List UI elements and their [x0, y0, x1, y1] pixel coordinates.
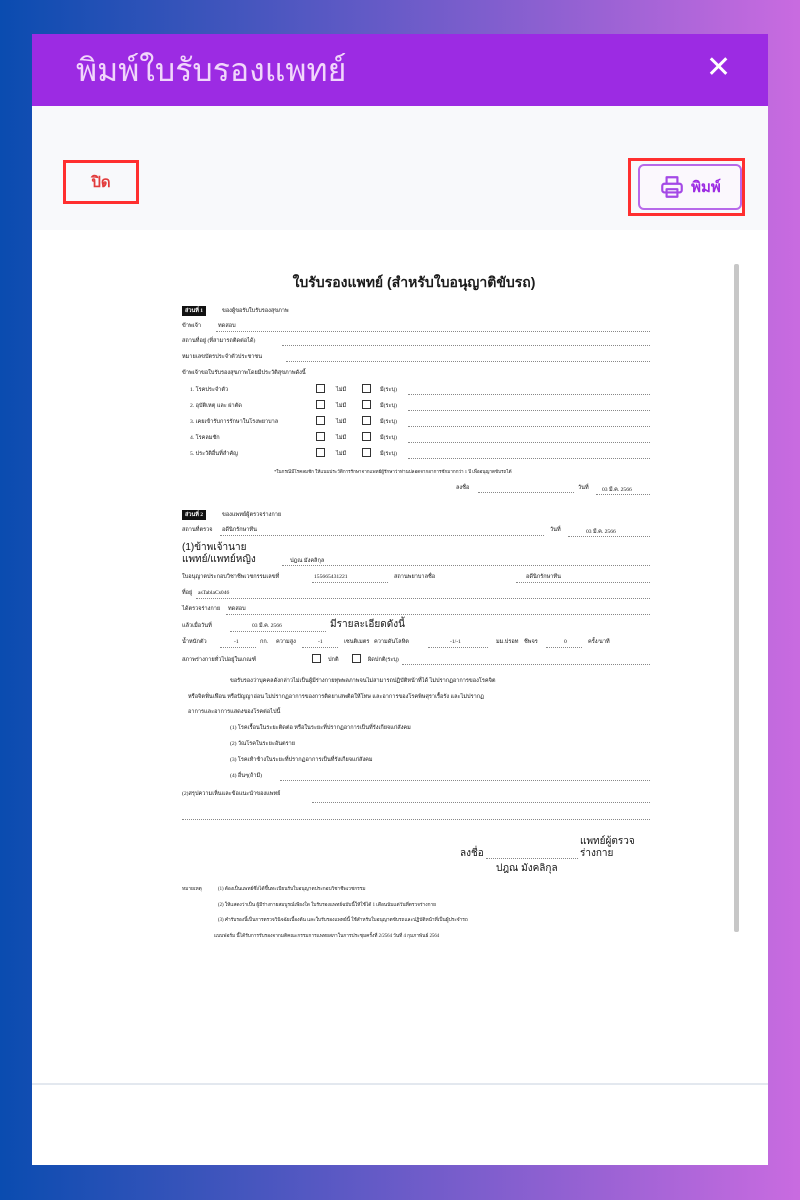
section2-badge: ส่วนที่ 2 — [182, 510, 206, 520]
doctor-address-label: ที่อยู่ — [182, 590, 193, 596]
applicant-sign-label: ลงชื่อ — [456, 485, 470, 491]
epilepsy-note: *ในกรณีมีโรคลมชัก ให้แนบประวัติการรักษาจากแพทย์ผู้รักษาว่าท่านปลอดจากอาการชักมากกว่า 1 ปี เพื่ออนุญาตขับรถได้ — [274, 469, 512, 474]
detail-line — [408, 394, 650, 395]
no-label: ไม่มี — [336, 387, 347, 393]
weight-value: -1 — [234, 639, 239, 645]
applicant-date-value: 03 มี.ค. 2566 — [602, 487, 632, 493]
general-label: สภาพร่างกายทั่วไปอยู่ในเกณฑ์ — [182, 657, 257, 663]
normal-checkbox[interactable] — [312, 654, 321, 663]
height-value: -1 — [318, 639, 323, 645]
detail-line — [408, 442, 650, 443]
remark-item: แบบฟอร์ม นี้ได้รับการรับรองจากมติคณะกรรมการแพทยสภาในการประชุมครั้งที่ 2/2564 วันที่ 4 กุมภาพันธ์ 2564 — [214, 934, 440, 939]
address-line — [282, 345, 650, 346]
document-title: ใบรับรองแพทย์ (สำหรับใบอนุญาติขับรถ) — [292, 274, 536, 290]
name-label: ข้าพเจ้า — [182, 323, 201, 329]
exam-date-top-value: 03 มี.ค. 2566 — [586, 529, 616, 535]
yes-checkbox[interactable] — [362, 416, 371, 425]
remarks-label: หมายเหตุ — [182, 887, 202, 892]
disease-item: (1) โรคเรื้อนในระยะติดต่อ หรือในระยะที่ปรากฏอาการเป็นที่รังเกียจแก่สังคม — [230, 725, 411, 731]
summary-line-1 — [312, 802, 650, 803]
license-label: ใบอนุญาตประกอบวิชาชีพเวชกรรมเลขที่ — [182, 574, 280, 580]
no-label: ไม่มี — [336, 451, 347, 457]
hospital-value: อดีนิกรักษาทีน — [526, 574, 561, 580]
no-checkbox[interactable] — [316, 416, 325, 425]
name-value: ทดสอบ — [218, 323, 236, 329]
pulse-unit: ครั้ง/นาที — [588, 639, 610, 645]
doctor-role-1: แพทย์ผู้ตรวจ — [580, 836, 635, 847]
remark-item: (2) ให้แสดงว่าเป็น ผู้มีร่างกายสมบูรณ์เพียงใด ใบรับรองแพทย์ฉบับนี้ให้ใช้ได้ 1 เดือนนับแต่วันที่ตรวจร่างกาย — [218, 903, 436, 908]
place-value: อดีนิกรักษาทีน — [222, 527, 257, 533]
modal-header — [32, 34, 768, 106]
section1-heading: ของผู้ขอรับใบรับรองสุขภาพ — [222, 308, 289, 314]
bp-unit: มม.ปรอท — [496, 639, 519, 645]
yes-checkbox[interactable] — [362, 400, 371, 409]
bp-line — [428, 647, 488, 648]
history-item-label: 1. โรคประจำตัว — [190, 387, 229, 393]
weight-unit: กก. — [260, 639, 269, 645]
exam-date-value: 03 มี.ค. 2566 — [252, 623, 282, 629]
print-certificate-modal — [32, 34, 768, 1165]
doctor-role-2: ร่างกาย — [580, 848, 614, 859]
height-label: ความสูง — [276, 639, 296, 645]
summary-label: (2)สรุปความเห็นและข้อแนะนำของแพทย์ — [182, 791, 281, 797]
exam-label: ได้ตรวจร่างกาย — [182, 606, 221, 612]
detail-line — [408, 410, 650, 411]
other-line — [280, 780, 650, 781]
name-line — [216, 331, 650, 332]
doctor-address-value: asTablaCs046 — [198, 590, 230, 596]
disease-item: (4) อื่นๆ(ถ้ามี) — [230, 773, 263, 779]
no-label: ไม่มี — [336, 419, 347, 425]
remark-item: (3) คำรับรองนี้เป็นการตรวจวินิจฉัยเบื้องต้น และใบรับรองแพทย์นี้ ใช้สำหรับใบอนุญาตขับรถและปฏิบัติหน้าที่เป็นผู้ประจำรถ — [218, 918, 468, 923]
section1-badge: ส่วนที่ 1 — [182, 306, 206, 316]
height-unit: เซนติเมตร — [344, 639, 370, 645]
history-item-label: 4. โรคลมชัก — [190, 435, 220, 441]
doctor-prefix-1: (1)ข้าพเจ้านาย — [182, 542, 247, 553]
certificate-document — [178, 264, 650, 984]
no-checkbox[interactable] — [316, 432, 325, 441]
close-icon[interactable]: ✕ — [706, 50, 732, 85]
pulse-value: 0 — [564, 639, 567, 645]
applicant-date-label: วันที่ — [578, 485, 589, 491]
place-label: สถานที่ตรวจ — [182, 527, 213, 533]
no-checkbox[interactable] — [316, 384, 325, 393]
modal-footer-divider — [32, 1083, 768, 1085]
doctor-name: ปฎณ มังคลิกุล — [290, 558, 325, 564]
exam-date-top-line — [568, 536, 650, 537]
no-checkbox[interactable] — [316, 448, 325, 457]
section2-heading: ของแพทย์ผู้ตรวจร่างกาย — [222, 512, 282, 518]
remark-item: (1) ต้องเป็นแพทย์ซึ่งได้ขึ้นทะเบียนรับใบอนุญาตประกอบวิชาชีพเวชกรรม — [218, 887, 366, 892]
doctor-name-line — [282, 565, 650, 566]
modal-title: พิมพ์ใบรับรองแพทย์ — [76, 52, 347, 88]
history-item-label: 2. อุบัติเหตุ และ ผ่าตัด — [190, 403, 242, 409]
pulse-label: ชีพจร — [524, 639, 538, 645]
disease-item: (2) วัณโรคในระยะอันตราย — [230, 741, 296, 747]
exam-line — [226, 614, 650, 615]
yes-checkbox[interactable] — [362, 384, 371, 393]
yes-label: มี(ระบุ) — [380, 403, 397, 409]
license-line — [312, 582, 388, 583]
disease-item: (3) โรคเท้าช้างในระยะที่ปรากฏอาการเป็นที่รังเกียจแก่สังคม — [230, 757, 373, 763]
yes-label: มี(ระบุ) — [380, 387, 397, 393]
exam-date-line — [230, 631, 326, 632]
hospital-line — [516, 582, 650, 583]
doctor-sign-label: ลงชื่อ — [460, 848, 484, 859]
exam-date-label: แล้วเมื่อวันที่ — [182, 623, 212, 629]
doctor-address-line — [196, 598, 650, 599]
address-label: สถานที่อยู่ (ที่สามารถติดต่อได้) — [182, 338, 256, 344]
yes-checkbox[interactable] — [362, 432, 371, 441]
abnormal-line — [402, 664, 650, 665]
modal-toolbar — [32, 106, 768, 230]
summary-line-2 — [182, 819, 650, 820]
weight-label: น้ำหนักตัว — [182, 639, 207, 645]
normal-label: ปกติ — [328, 657, 339, 663]
certify-para-1: ขอรับรองว่าบุคคลดังกล่าวไม่เป็นผู้มีร่างกายทุพพลภาพจนไม่สามารถปฏิบัติหน้าที่ได้ ไม่ปรากฏอาการของโรคจิต — [230, 678, 496, 684]
yes-checkbox[interactable] — [362, 448, 371, 457]
license-value: 155665431221 — [314, 574, 348, 580]
id-label: หมายเลขบัตรประจำตัวประชาชน — [182, 354, 263, 360]
history-item-label: 5. ประวัติอื่นที่สำคัญ — [190, 451, 238, 457]
weight-line — [220, 647, 256, 648]
document-scrollbar[interactable] — [734, 264, 739, 932]
applicant-sign-line — [478, 492, 574, 493]
printer-icon — [659, 174, 685, 200]
doctor-prefix-2-text: แพทย์/แพทย์หญิง — [182, 554, 256, 565]
history-item-label: 3. เคยเข้ารับการรักษาในโรงพยาบาล — [190, 419, 279, 425]
detail-line — [408, 458, 650, 459]
print-button[interactable] — [638, 164, 742, 210]
certify-para-2: หรือจิตฟั่นเฟือน หรือปัญญาอ่อน ไม่ปรากฏอาการของการติดยาเสพติดให้โทษ และอาการของโรคพิษสุราเรื้อรัง และไม่ปรากฏ — [188, 694, 484, 700]
certify-para-3: อาการและอาการแสดงของโรคต่อไปนี้ — [188, 709, 281, 715]
yes-label: มี(ระบุ) — [380, 419, 397, 425]
abnormal-label: ผิดปกติ(ระบุ) — [368, 657, 399, 663]
bp-value: -1/-1 — [450, 639, 461, 645]
print-button-label: พิมพ์ — [691, 178, 721, 196]
no-label: ไม่มี — [336, 435, 347, 441]
abnormal-checkbox[interactable] — [352, 654, 361, 663]
height-line — [302, 647, 338, 648]
doctor-sign-name: ปฎณ มังคลิกุล — [496, 863, 558, 874]
applicant-date-line — [596, 494, 650, 495]
hospital-label: สถานพยาบาลชื่อ — [394, 574, 436, 580]
yes-label: มี(ระบุ) — [380, 435, 397, 441]
pulse-line — [546, 647, 582, 648]
doctor-sign-line — [486, 858, 578, 859]
details-label: มีรายละเอียดดังนี้ — [330, 619, 405, 630]
place-line — [220, 535, 544, 536]
bp-label: ความดันโลหิต — [374, 639, 409, 645]
history-heading: ข้าพเจ้าขอใบรับรองสุขภาพโดยมีประวัติสุขภาพดังนี้ — [182, 370, 306, 376]
exam-date-top-label: วันที่ — [550, 527, 561, 533]
exam-value: ทดสอบ — [228, 606, 246, 612]
no-label: ไม่มี — [336, 403, 347, 409]
yes-label: มี(ระบุ) — [380, 451, 397, 457]
detail-line — [408, 426, 650, 427]
no-checkbox[interactable] — [316, 400, 325, 409]
id-line — [286, 361, 650, 362]
close-button[interactable]: ปิด — [63, 160, 139, 204]
